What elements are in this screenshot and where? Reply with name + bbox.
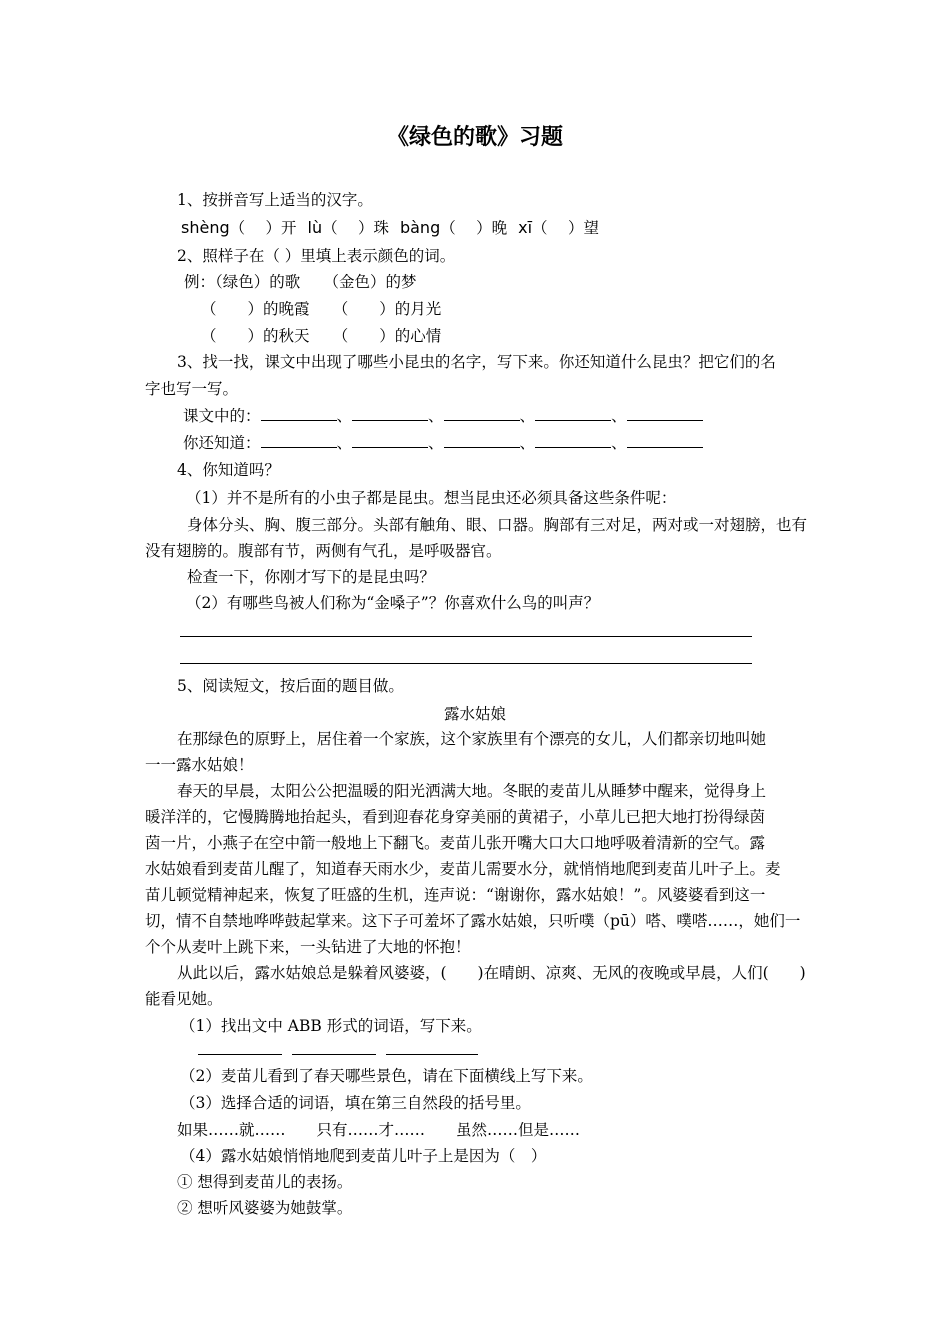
answer-blank[interactable] (352, 433, 428, 448)
q4-sub-2: （2）有哪些鸟被人们称为“金嗓子”？你喜欢什么鸟的叫声？ (186, 594, 600, 612)
q3-known-answers: 你还知道： 、 、 、 、 (183, 433, 703, 453)
word-options: 如果……就…… 只有……才…… 虽然……但是…… (177, 1121, 581, 1139)
blank-xi: （ ）望 (532, 219, 599, 237)
q2-heading: 2、照样子在（ ）里填上表示颜色的词。 (177, 247, 456, 265)
q1-heading: 1、按拼音写上适当的汉字。 (177, 191, 373, 209)
q5-sub-2: （2）麦苗儿看到了春天哪些景色，请在下面横线上写下来。 (180, 1067, 593, 1085)
answer-blank[interactable] (627, 406, 703, 421)
q4-body-line-2: 没有翅膀的。腹部有节，两侧有气孔，是呼吸器官。 (145, 542, 502, 560)
pinyin-bang: bàng (399, 218, 441, 237)
choice-1: ① 想得到麦苗儿的表扬。 (177, 1173, 353, 1191)
story-para-1-line-1: 在那绿色的原野上，居住着一个家族，这个家族里有个漂亮的女儿，人们都亲切地叫她 (177, 730, 767, 748)
answer-line[interactable] (180, 636, 752, 637)
q2-row-1: （ ）的晚霞 （ ）的月光 (201, 300, 442, 318)
blank-lu: （ ）珠 (322, 219, 390, 237)
answer-blank[interactable] (535, 406, 611, 421)
answer-blank[interactable] (352, 406, 428, 421)
q2-row-2: （ ）的秋天 （ ）的心情 (201, 327, 442, 345)
abb-answer-row (198, 1040, 488, 1060)
story-para-2-line-5: 苗儿顿觉精神起来，恢复了旺盛的生机，连声说：“谢谢你，露水姑娘！”。风婆婆看到这一 (145, 886, 766, 904)
q3-heading-line-2: 字也写一写。 (145, 380, 239, 398)
story-para-2-line-2: 暖洋洋的，它慢腾腾地抬起头，看到迎春花身穿美丽的黄裙子，小草儿已把大地打扮得绿茵 (145, 808, 766, 826)
pinyin-xi: xī (518, 218, 533, 237)
q3-label-text: 课文中的： (183, 407, 261, 425)
story-para-1-line-2: 一一露水姑娘！ (145, 756, 254, 774)
q1-pinyin-row (181, 218, 599, 238)
q4-check: 检查一下，你刚才写下的是昆虫吗？ (187, 568, 436, 586)
answer-blank[interactable] (292, 1040, 376, 1055)
blank-bang: （ ）晚 (440, 219, 508, 237)
answer-blank[interactable] (261, 406, 337, 421)
answer-blank[interactable] (627, 433, 703, 448)
story-title: 露水姑娘 (443, 705, 506, 723)
story-para-3-line-2: 能看见她。 (145, 990, 223, 1008)
answer-blank[interactable] (386, 1040, 478, 1055)
story-para-3-line-1: 从此以后，露水姑娘总是躲着风婆婆，( )在晴朗、凉爽、无风的夜晚或早晨，人们( ) (177, 964, 806, 982)
q3-text-answers: 课文中的： 、 、 、 、 (183, 406, 703, 426)
answer-line[interactable] (180, 663, 752, 664)
q5-sub-1: （1）找出文中 ABB 形式的词语，写下来。 (180, 1017, 482, 1035)
story-para-2-line-6: 切，情不自禁地哗哗鼓起掌来。这下子可羞坏了露水姑娘，只听噗（pū）嗒、噗嗒……，她们一 (145, 912, 801, 930)
story-para-2-line-1: 春天的早晨，太阳公公把温暖的阳光洒满大地。冬眠的麦苗儿从睡梦中醒来，觉得身上 (177, 782, 767, 800)
story-para-2-line-4: 水姑娘看到麦苗儿醒了，知道春天雨水少，麦苗儿需要水分，就悄悄地爬到麦苗儿叶子上。麦 (145, 860, 781, 878)
answer-blank[interactable] (444, 406, 520, 421)
pinyin-lu: lù (307, 218, 323, 237)
q4-heading: 4、你知道吗？ (177, 461, 280, 479)
answer-blank[interactable] (198, 1040, 282, 1055)
answer-blank[interactable] (261, 433, 337, 448)
choice-2: ② 想听风婆婆为她鼓掌。 (177, 1199, 353, 1217)
q5-sub-4: （4）露水姑娘悄悄地爬到麦苗儿叶子上是因为（ ） (180, 1147, 547, 1165)
q3-heading-line-1: 3、找一找，课文中出现了哪些小昆虫的名字，写下来。你还知道什么昆虫？把它们的名 (177, 353, 776, 371)
q4-body-line-1: 身体分头、胸、腹三部分。头部有触角、眼、口器。胸部有三对足，两对或一对翅膀，也有 (187, 516, 808, 534)
q5-heading: 5、阅读短文，按后面的题目做。 (177, 677, 404, 695)
blank-sheng: （ ）开 (229, 219, 297, 237)
story-para-2-line-3: 茵一片，小燕子在空中箭一般地上下翻飞。麦苗儿张开嘴大口大口地呼吸着清新的空气。露 (145, 834, 766, 852)
q2-example: 例：（绿色）的歌 （金色）的梦 (184, 273, 417, 291)
story-para-2-line-7: 个个从麦叶上跳下来，一头钻进了大地的怀抱！ (145, 938, 471, 956)
answer-blank[interactable] (535, 433, 611, 448)
page-title: 《绿色的歌》习题 (386, 125, 563, 150)
pinyin-sheng: shèng (181, 218, 230, 237)
q5-sub-3: （3）选择合适的词语，填在第三自然段的括号里。 (180, 1094, 531, 1112)
answer-blank[interactable] (444, 433, 520, 448)
q3-label-known: 你还知道： (183, 434, 261, 452)
q4-sub-1: （1）并不是所有的小虫子都是昆虫。想当昆虫还必须具备这些条件呢： (186, 489, 677, 507)
